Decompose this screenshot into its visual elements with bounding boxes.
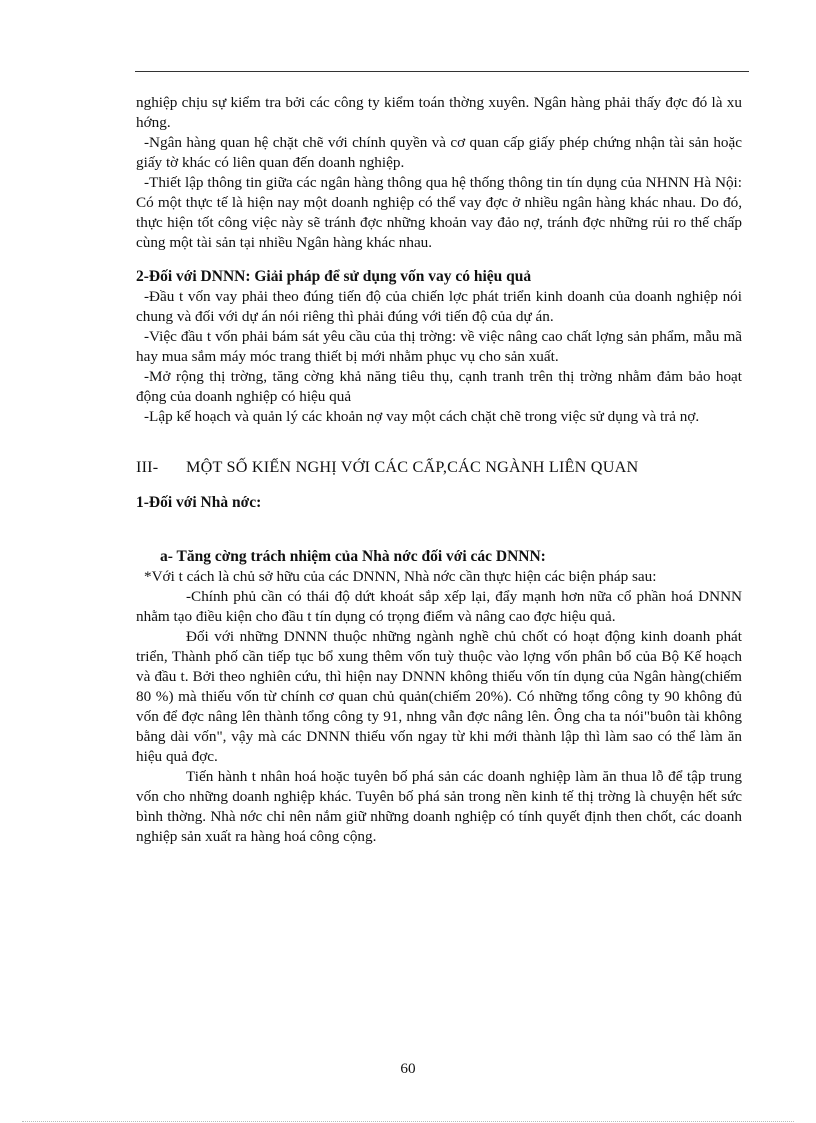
header-rule	[135, 71, 749, 72]
paragraph: -Chính phủ cần có thái độ dứt khoát sắp xếp lại, đẩy mạnh hơn nữa cổ phần hoá DNNN nhằm tạo điều kiện cho đầu t tín dụng có trọng điểm và nâng cao đợc hiệu quả.	[136, 588, 742, 625]
paragraph: -Mở rộng thị trờng, tăng cờng khả năng tiêu thụ, cạnh tranh trên thị trờng nhằm đảm bảo hoạt động của doanh nghiệp có hiệu quả	[136, 368, 742, 405]
paragraph: nghiệp chịu sự kiểm tra bởi các công ty kiểm toán thờng xuyên. Ngân hàng phải thấy đợc đó là xu hớng.	[136, 94, 742, 131]
section-title-text: MỘT SỐ KIẾN NGHỊ VỚI CÁC CẤP,CÁC NGÀNH LIÊN QUAN	[186, 458, 639, 476]
paragraph: -Đầu t vốn vay phải theo đúng tiến độ của chiến lợc phát triển kinh doanh của doanh nghiệp nói chung và đối với dự án nói riêng thì phải đúng với tiến độ của dự án.	[136, 288, 742, 325]
subsection-heading: a- Tăng cờng trách nhiệm của Nhà nớc đối với các DNNN:	[160, 548, 546, 565]
paragraph: -Lập kế hoạch và quản lý các khoản nợ vay một cách chặt chẽ trong việc sử dụng và trả nợ.	[144, 408, 700, 425]
paragraph: *Với t cách là chủ sở hữu của các DNNN, Nhà nớc cần thực hiện các biện pháp sau:	[144, 568, 657, 585]
page-number: 60	[400, 1060, 416, 1077]
paragraph: Tiến hành t nhân hoá hoặc tuyên bố phá sản các doanh nghiệp làm ăn thua lỗ để tập trung vốn cho những doanh nghiệp khác. Tuyên bố phá sản trong nền kinh tế thị trờng là chuyện hết sức bình thờng. Nhà nớc chỉ nên nắm giữ những doanh nghiệp có tính quyết định then chốt, các doanh nghiệp sản xuất ra hàng hoá công cộng.	[136, 768, 742, 845]
section-title	[136, 457, 742, 477]
footer-dotted-rule	[22, 1121, 794, 1122]
paragraph: -Việc đầu t vốn phải bám sát yêu cầu của thị trờng: về việc nâng cao chất lợng sản phẩm, mẫu mã hay mua sắm máy móc trang thiết bị mới nhằm phục vụ cho sản xuất.	[136, 328, 742, 365]
page-body	[136, 93, 742, 847]
paragraph: -Thiết lập thông tin giữa các ngân hàng thông qua hệ thống thông tin tín dụng của NHNN Hà Nội: Có một thực tế là hiện nay một doanh nghiệp có thể vay đợc ở nhiều ngân hàng khác nhau. Do đó, thực hiện tốt công việc này sẽ tránh đợc những khoản vay đảo nợ, tránh đợc những rủi ro thế chấp cùng một tài sản tại nhiều Ngân hàng khác nhau.	[136, 174, 742, 251]
paragraph: Đối với những DNNN thuộc những ngành nghề chủ chốt có hoạt động kinh doanh phát triển, Thành phố cần tiếp tục bổ xung thêm vốn tuỳ thuộc vào lợng vốn phân bổ của Bộ Kế hoạch và đầu t. Bởi theo nghiên cứu, thì hiện nay DNNN không thiếu vốn tín dụng của Ngân hàng(chiếm 80 %) mà thiếu vốn từ chính cơ quan chủ quản(chiếm 20%). Có những tổng công ty 90 không đủ vốn để đợc nâng lên thành tổng công ty 91, nhng vẫn đợc nâng lên. Ông cha ta nói"buôn tài không bằng dài vốn", vậy mà các DNNN thiếu vốn ngay từ khi mới thành lập thì làm sao có thể làm ăn hiệu quả đợc.	[136, 628, 742, 765]
section-number: III-	[136, 458, 159, 476]
section-heading: 2-Đối với DNNN: Giải pháp để sử dụng vốn vay có hiệu quả	[136, 268, 532, 285]
subsection-heading: 1-Đối với Nhà nớc:	[136, 494, 262, 511]
paragraph: -Ngân hàng quan hệ chặt chẽ với chính quyền và cơ quan cấp giấy phép chứng nhận tài sản hoặc giấy tờ khác có liên quan đến doanh nghiệp.	[136, 134, 742, 171]
